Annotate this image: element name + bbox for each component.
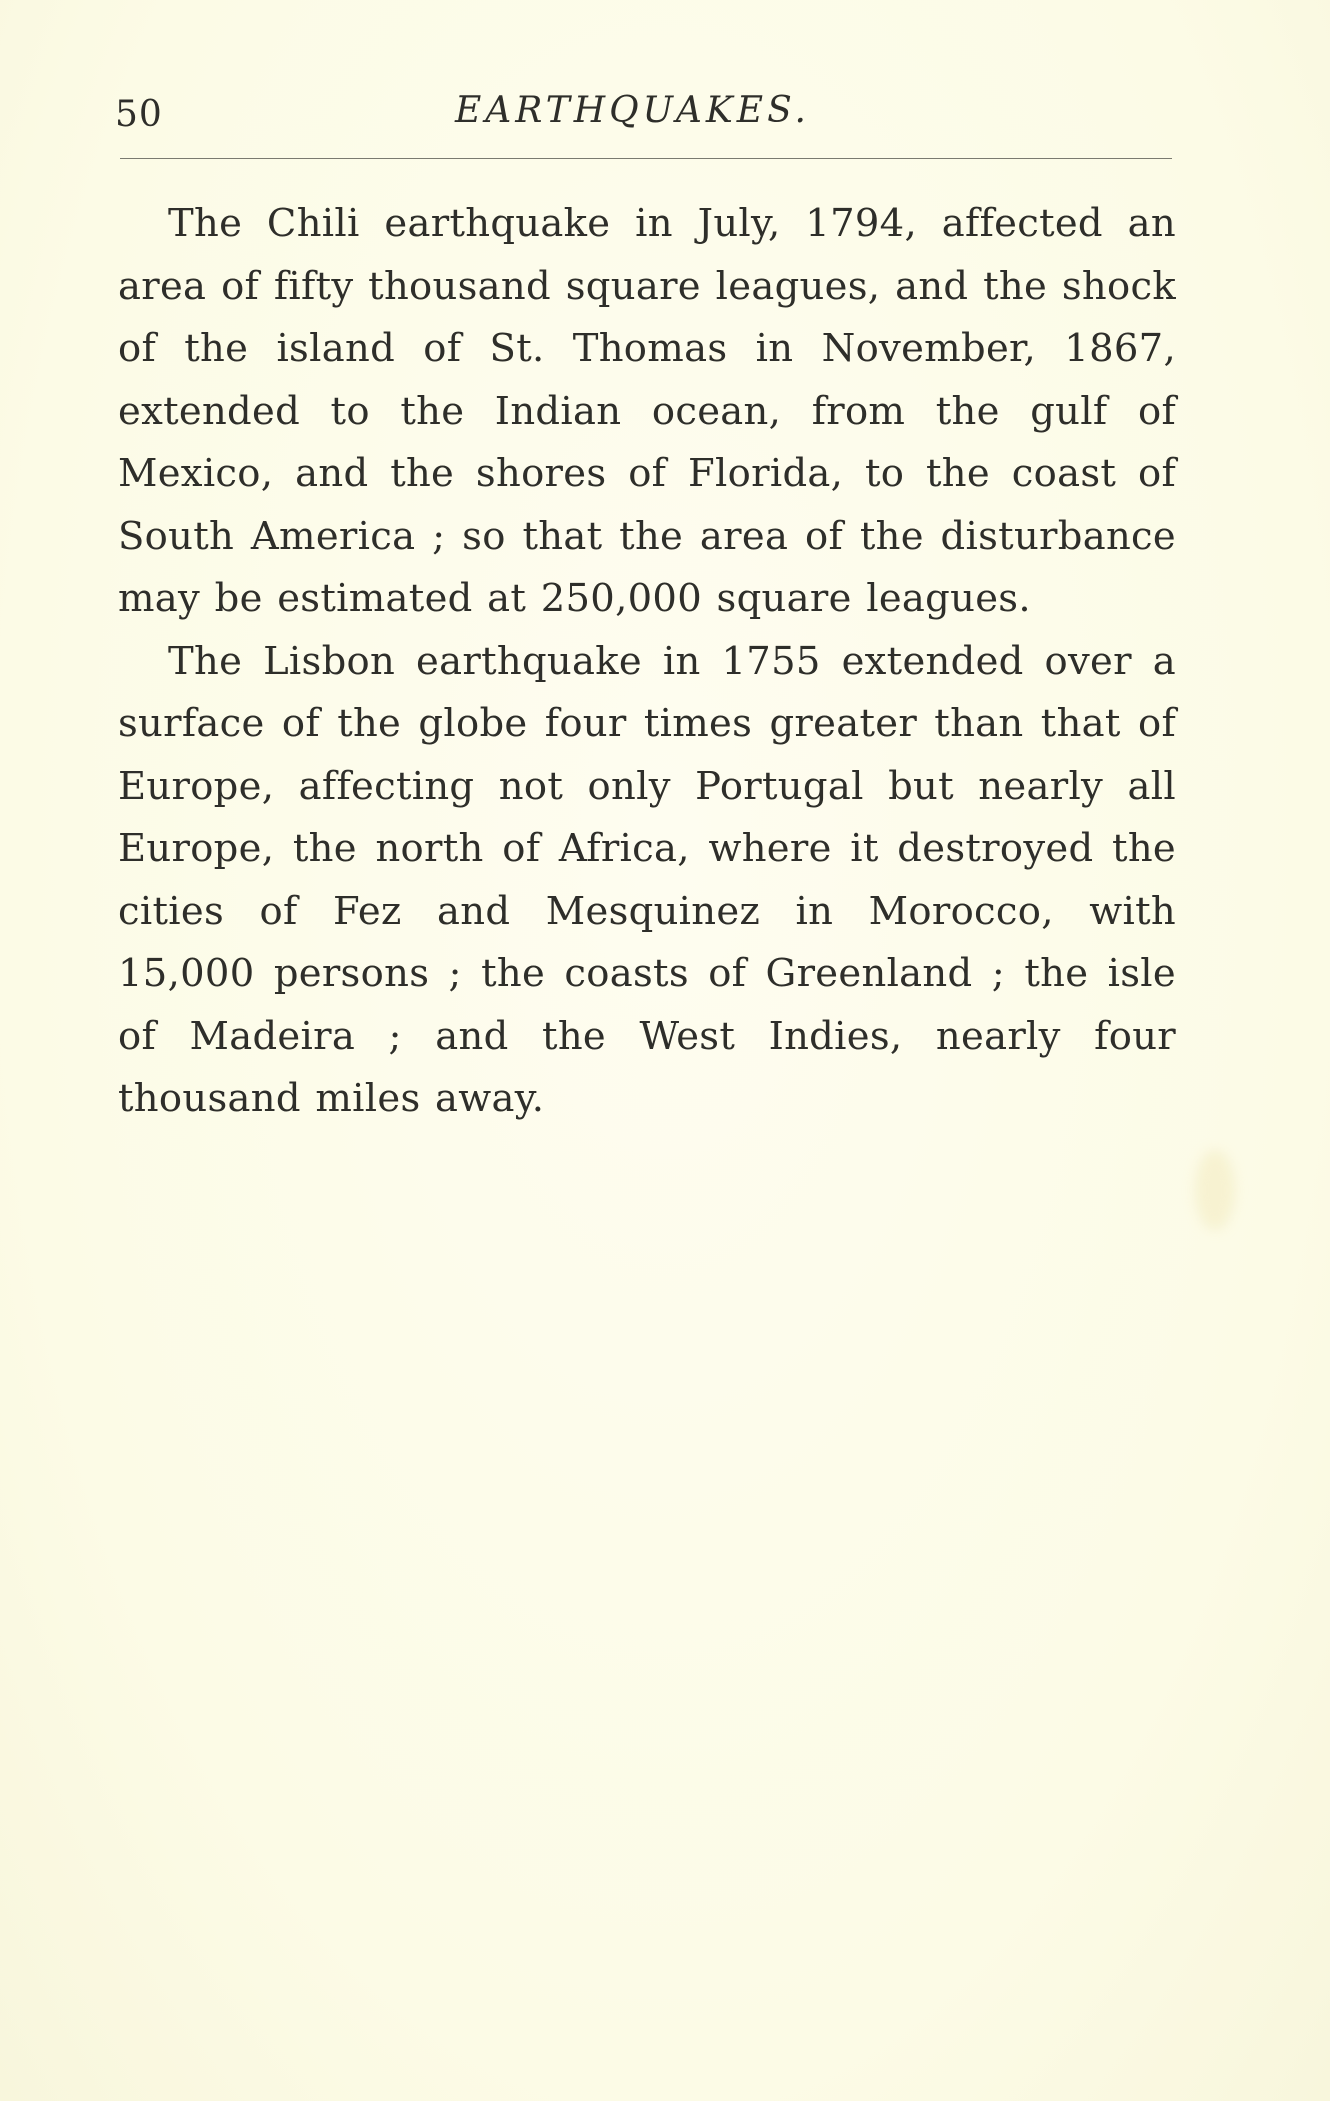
paper-stain [1195,1150,1235,1230]
running-head [115,86,1175,146]
header-rule [120,158,1172,159]
paragraph-chili: The Chili earthquake in July, 1794, affected an area of fifty thousand square leagues, and the shock of the island of St. Thomas in November, 1867, extended to the Indian ocean, from the gulf of Mexico, and the shores of Florida, to the coast of South America ; so that the area of the disturbance may be estimated at 250,000 square leagues. [118,201,1176,621]
page-number: 50 [115,94,163,135]
body-text [118,193,1176,1131]
running-title: EARTHQUAKES. [455,90,810,131]
paragraph-lisbon: The Lisbon earthquake in 1755 extended over a surface of the globe four times greater than that of Europe, affecting not only Portugal but nearly all Europe, the north of Africa, where it destroyed the cities of Fez and Mesquinez in Morocco, with 15,000 persons ; the coasts of Greenland ; the isle of Madeira ; and the West Indies, nearly four thousand miles away. [118,638,1176,1121]
